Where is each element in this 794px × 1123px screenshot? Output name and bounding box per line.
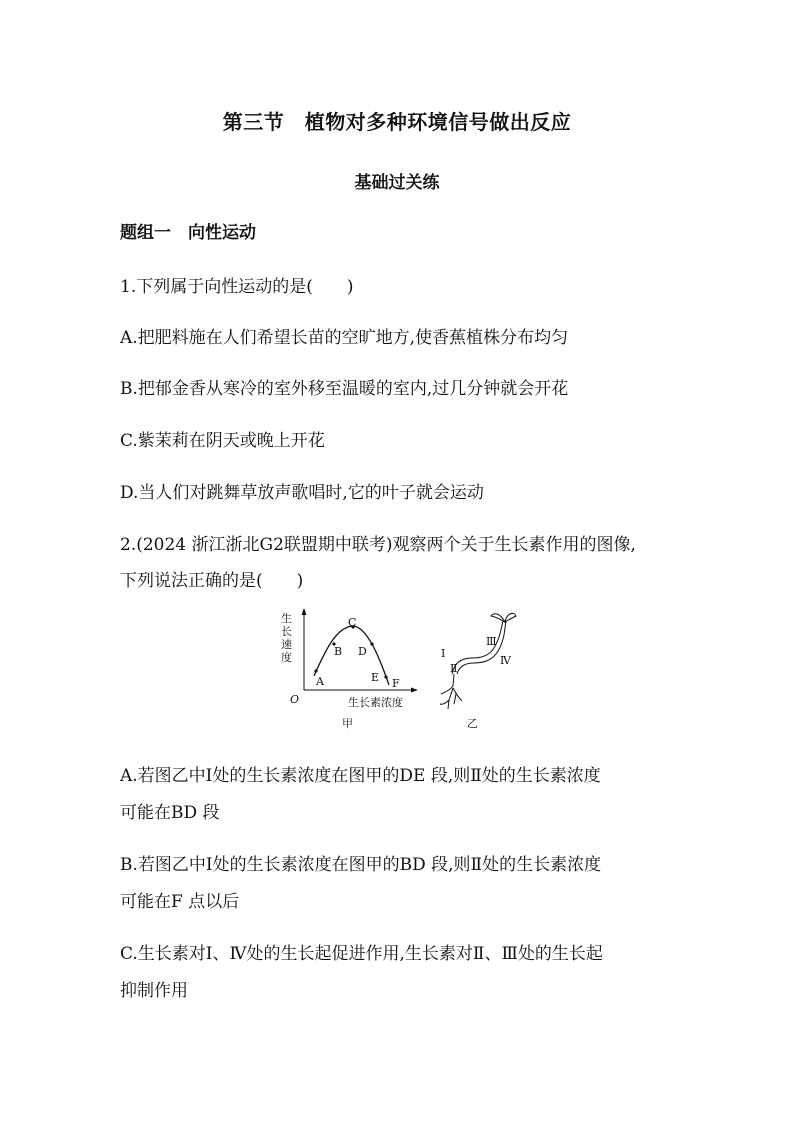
seedling-drawing [440,613,516,730]
plant-label-1: Ⅰ [441,647,446,660]
question-1-option-a: A.把肥料施在人们希望长苗的空旷地方,使香蕉植株分布均匀 [120,328,569,348]
figure-svg [278,608,518,732]
question-1-option-c: C.紫茉莉在阴天或晚上开花 [120,431,325,451]
left-leaf [491,614,505,622]
plant-caption: 乙 [467,717,478,730]
roots [440,674,462,709]
point-a-label: A [316,675,324,688]
page-title: 第三节 植物对多种环境信号做出反应 [222,110,572,134]
point-d-marker [370,642,373,645]
graph-ylabel-1: 生 [281,612,292,625]
growth-graph [281,608,418,730]
point-e-label: E [371,671,380,684]
point-e-marker [384,675,387,678]
question-2-option-b-line-2: 可能在F 点以后 [120,892,240,912]
question-2-figure [278,608,518,732]
graph-origin-label: O [290,693,300,706]
graph-caption: 甲 [342,717,353,730]
point-c-label: C [348,616,357,629]
graph-ylabel-2: 长 [281,625,292,638]
graph-ylabel-3: 速 [281,638,292,651]
graph-xlabel: 生长素浓度 [348,696,403,709]
point-f-label: F [392,677,400,690]
question-2-option-c-line-2: 抑制作用 [120,981,188,1001]
plant-label-4: Ⅳ [500,654,511,667]
question-2-stem-line-2: 下列说法正确的是( ) [120,571,304,591]
graph-ylabel-4: 度 [281,651,292,664]
question-1-option-b: B.把郁金香从寒冷的室外移至温暖的室内,过几分钟就会开花 [120,379,569,399]
point-d-label: D [358,645,367,658]
question-2-stem-line-1: 2.(2024 浙江浙北G2联盟期中联考)观察两个关于生长素作用的图像, [120,535,636,555]
group-heading: 题组一 向性运动 [120,223,256,243]
stem-lower-edge [457,621,506,674]
question-1-stem: 1.下列属于向性运动的是( ) [120,277,354,297]
graph-x-arrow [411,688,418,693]
question-2-option-a-line-1: A.若图乙中Ⅰ处的生长素浓度在图甲的DE 段,则Ⅱ处的生长素浓度 [120,766,601,786]
question-2-option-c-line-1: C.生长素对Ⅰ、Ⅳ处的生长起促进作用,生长素对Ⅱ、Ⅲ处的生长起 [120,944,603,964]
question-2-option-a-line-2: 可能在BD 段 [120,803,220,823]
question-2-option-b-line-1: B.若图乙中Ⅰ处的生长素浓度在图甲的BD 段,则Ⅱ处的生长素浓度 [120,855,602,875]
right-leaf [505,613,516,622]
point-b-label: B [334,645,343,658]
section-subtitle: 基础过关练 [354,173,440,193]
point-a-marker [314,669,317,672]
graph-y-arrow [302,608,307,615]
plant-label-3: Ⅲ [486,635,497,648]
plant-label-2: Ⅱ [450,662,458,675]
question-1-option-d: D.当人们对跳舞草放声歌唱时,它的叶子就会运动 [120,483,484,503]
